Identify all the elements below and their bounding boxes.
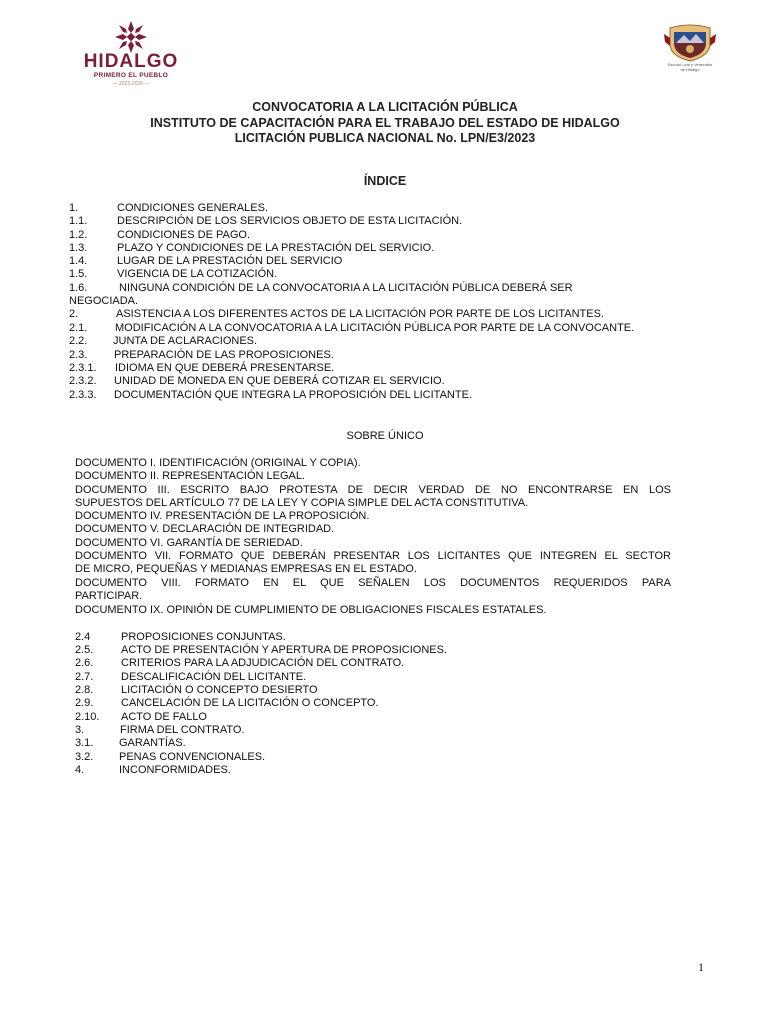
page-number: 1 [698,960,704,974]
state-shield-logo [662,24,718,76]
document-item: DOCUMENTO II. REPRESENTACIÓN LEGAL. [75,470,306,482]
document-item: DOCUMENTO IV. PRESENTACIÓN DE LA PROPOSICIÓN. [75,510,370,522]
document-item: DOCUMENTO VIII. FORMATO EN EL QUE SEÑALEN LOS DOCUMENTOS REQUERIDOS PARA [75,577,671,589]
shield-caption-line1: Escudo Leal y Venerable [667,62,713,67]
document-item-continuation: PARTICIPAR. [75,590,143,602]
document-item: DOCUMENTO III. ESCRITO BAJO PROTESTA DE DECIR VERDAD DE NO ENCONTRARSE EN LOS [75,484,671,496]
document-title-line3: LICITACIÓN PUBLICA NACIONAL No. LPN/E3/2023 [234,131,536,145]
logo-years: — 2022-2028 — [112,81,150,87]
document-item: DOCUMENTO VII. FORMATO QUE DEBERÁN PRESENTAR LOS LICITANTES QUE INTEGREN EL SECTOR [75,550,671,562]
document-item-continuation: DE MICRO, PEQUEÑAS Y MEDIANAS EMPRESAS EN EL ESTADO. [75,563,417,575]
shield-caption [662,62,718,72]
logo-tagline: PRIMERO EL PUEBLO [93,72,169,79]
index-heading: ÍNDICE [363,174,407,188]
logo-wordmark: HIDALGO [83,51,179,72]
document-item: DOCUMENTO IX. OPINIÓN DE CUMPLIMIENTO DE OBLIGACIONES FISCALES ESTATALES. [75,604,547,616]
coat-of-arms-icon [662,24,718,62]
sobre-unico-heading: SOBRE ÚNICO [346,430,424,442]
document-title-line2: INSTITUTO DE CAPACITACIÓN PARA EL TRABAJO DEL ESTADO DE HIDALGO [150,116,620,130]
shield-caption-line2: de Hidalgo [680,67,700,72]
document-item-continuation: SUPUESTOS DEL ARTÍCULO 77 DE LA LEY Y COPIA SIMPLE DEL ACTA CONSTITUTIVA. [75,497,529,509]
document-title-line1: CONVOCATORIA A LA LICITACIÓN PÚBLICA [252,100,518,114]
document-item: DOCUMENTO V. DECLARACIÓN DE INTEGRIDAD. [75,523,335,535]
flower-emblem-icon [114,20,148,54]
document-item: DOCUMENTO VI. GARANTÍA DE SERIEDAD. [75,537,303,549]
document-item: DOCUMENTO I. IDENTIFICACIÓN (ORIGINAL Y COPIA). [75,457,361,469]
hidalgo-logo [78,20,184,86]
